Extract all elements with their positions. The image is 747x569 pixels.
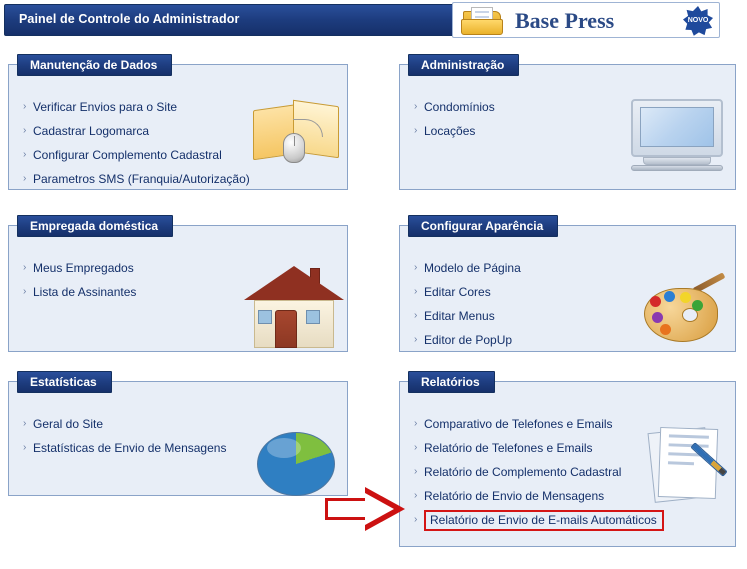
new-badge-label: NOVO (687, 17, 709, 24)
panel-title-estatisticas: Estatísticas (17, 371, 112, 393)
new-badge-icon (683, 6, 713, 36)
panel-estatisticas (8, 375, 348, 496)
bullet-icon: › (414, 334, 418, 345)
bullet-icon: › (414, 262, 418, 273)
link-cadastrar-logomarca[interactable]: › Cadastrar Logomarca (23, 119, 250, 143)
house-icon (244, 266, 344, 354)
link-editor-de-popup[interactable]: › Editor de PopUp (414, 328, 521, 352)
panel-administracao (399, 58, 736, 190)
bullet-icon: › (23, 286, 27, 297)
panel-title-manutencao: Manutenção de Dados (17, 54, 172, 76)
bullet-icon: › (23, 173, 27, 184)
link-verificar-envios[interactable]: › Verificar Envios para o Site (23, 95, 250, 119)
bullet-icon: › (23, 418, 27, 429)
panel-title-relatorios: Relatórios (408, 371, 495, 393)
bullet-icon: › (23, 149, 27, 160)
bullet-icon: › (414, 310, 418, 321)
bullet-icon: › (414, 490, 418, 501)
link-relatorio-telefones-emails[interactable]: › Relatório de Telefones e Emails (414, 436, 664, 460)
link-list-relatorios (414, 412, 664, 532)
panel-empregada-domestica (8, 219, 348, 352)
link-list-aparencia (414, 256, 521, 352)
link-list-estatisticas (23, 412, 226, 460)
bullet-icon: › (414, 125, 418, 136)
bullet-icon: › (414, 514, 418, 525)
red-arrow-annotation-icon (325, 487, 409, 531)
bullet-icon: › (23, 101, 27, 112)
page-header (0, 0, 747, 40)
bullet-icon: › (23, 125, 27, 136)
bullet-icon: › (23, 262, 27, 273)
bullet-icon: › (414, 442, 418, 453)
notebook-mouse-icon (247, 97, 343, 169)
panel-title-empregada: Empregada doméstica (17, 215, 173, 237)
palette-icon (638, 278, 734, 350)
panel-configurar-aparencia (399, 219, 736, 352)
link-estatisticas-envio-mensagens[interactable]: › Estatísticas de Envio de Mensagens (23, 436, 226, 460)
folder-icon (461, 6, 505, 36)
panel-title-administracao: Administração (408, 54, 519, 76)
page-title: Painel de Controle do Administrador (19, 12, 240, 26)
link-list-administracao (414, 95, 495, 143)
bullet-icon: › (414, 101, 418, 112)
link-list-empregada (23, 256, 136, 304)
link-comparativo-telefones-emails[interactable]: › Comparativo de Telefones e Emails (414, 412, 664, 436)
link-editar-cores[interactable]: › Editar Cores (414, 280, 521, 304)
panel-title-aparencia: Configurar Aparência (408, 215, 558, 237)
link-geral-do-site[interactable]: › Geral do Site (23, 412, 226, 436)
brand-logo (452, 2, 720, 38)
link-meus-empregados[interactable]: › Meus Empregados (23, 256, 136, 280)
link-relatorio-envio-mensagens[interactable]: › Relatório de Envio de Mensagens (414, 484, 664, 508)
bullet-icon: › (414, 286, 418, 297)
bullet-icon: › (414, 466, 418, 477)
bullet-icon: › (414, 418, 418, 429)
link-relatorio-envio-emails-automaticos[interactable]: › Relatório de Envio de E-mails Automáticos (414, 508, 664, 532)
link-modelo-de-pagina[interactable]: › Modelo de Página (414, 256, 521, 280)
brand-name: Base Press (515, 8, 615, 33)
panel-manutencao-de-dados (8, 58, 348, 190)
link-relatorio-complemento-cadastral[interactable]: › Relatório de Complemento Cadastral (414, 460, 664, 484)
link-locacoes[interactable]: › Locações (414, 119, 495, 143)
monitor-icon (623, 99, 733, 175)
link-configurar-complemento-cadastral[interactable]: › Configurar Complemento Cadastral (23, 143, 250, 167)
link-list-manutencao (23, 95, 250, 191)
link-condominios[interactable]: › Condomínios (414, 95, 495, 119)
link-parametros-sms[interactable]: › Parametros SMS (Franquia/Autorização) (23, 167, 250, 191)
panel-relatorios (399, 375, 736, 547)
bullet-icon: › (23, 442, 27, 453)
link-lista-de-assinantes[interactable]: › Lista de Assinantes (23, 280, 136, 304)
link-editar-menus[interactable]: › Editar Menus (414, 304, 521, 328)
